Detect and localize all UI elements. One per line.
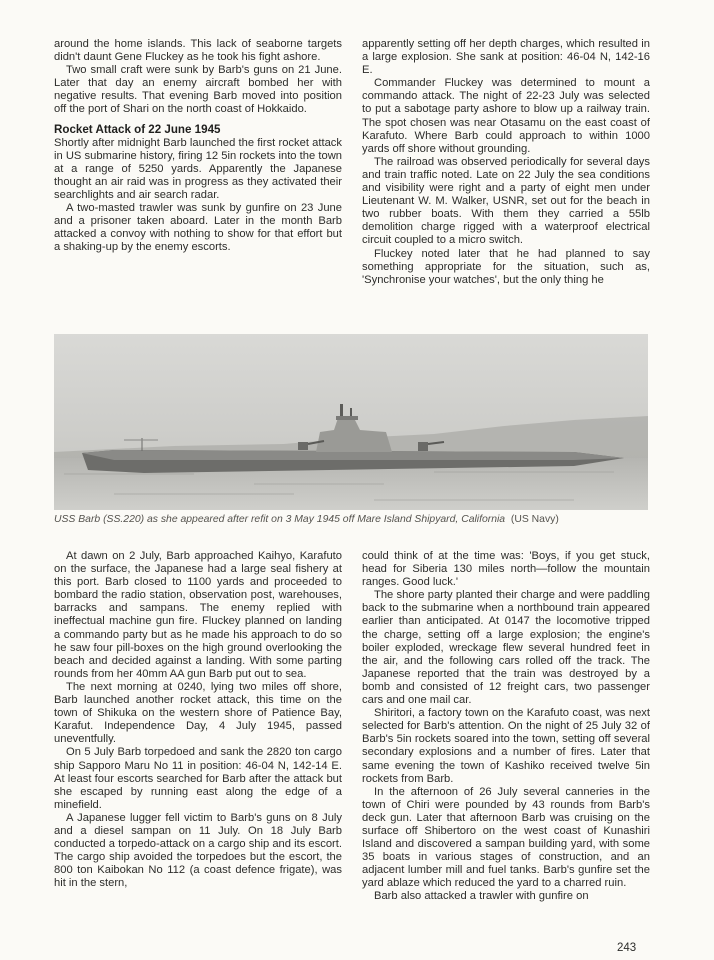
paragraph: Shiritori, a factory town on the Karafuto coast, was next selected for Barb's attention. On the night of 25 July 32 of Barb's 5in rockets soared into the town, setting off several secondary explosions and a number of fires. Later that same evening the town of Kashiko received twelve 5in rockets from Barb.: [362, 707, 650, 785]
paragraph: Shortly after midnight Barb launched the first rocket attack in US submarine history, firing 12 5in rockets into the town at a range of 5250 yards. Apparently the Japanese thought an air raid was in progress as they activated their searchlights and air search radar.: [54, 136, 342, 201]
paragraph: Two small craft were sunk by Barb's guns on 21 June. Later that day an enemy aircraft bombed her with negative results. That evening Barb moved into position off the port of Shari on the north coast of Hokkaido.: [54, 64, 342, 116]
paragraph: On 5 July Barb torpedoed and sank the 2820 ton cargo ship Sapporo Maru No 11 in position: 46-04 N, 142-14 E. At least four escorts searched for Barb after the attack but she escaped by running east along the edge of a minefield.: [54, 746, 342, 811]
paragraph: The shore party planted their charge and were paddling back to the submarine when a northbound train appeared earlier than anticipated. At 0147 the locomotive tripped the charge, setting off a large explosion; the engine's boiler exploded, wreckage flew several hundred feet in the air, and the following cars rolled off the track. The Japanese reported that the train was destroyed by a bomb and consisted of 12 freight cars, two passenger cars and one mail car.: [362, 589, 650, 707]
section-heading: Rocket Attack of 22 June 1945: [54, 122, 221, 136]
paragraph: The railroad was observed periodically for several days and train traffic noted. Late on 22 July the sea conditions and visibility were right and a party of eight men under Lieutenant W. M. Walker, USNR, set out for the beach in two rubber boats. With them they carried a 55lb demolition charge rigged with a waterproof electrical circuit coupled to a micro switch.: [362, 155, 650, 247]
paragraph: Commander Fluckey was determined to mount a commando attack. The night of 22-23 July was selected to put a sabotage party ashore to blow up a railway train. The spot chosen was near Otasamu on the east coast of Karafuto. Where Barb could approach to within 1000 yards off shore without grounding.: [362, 77, 650, 155]
paragraph: In the afternoon of 26 July several canneries in the town of Chiri were pounded by 43 rounds from Barb's deck gun. Later that afternoon Barb was cruising on the surface off Shibertoro on the west coast of Kunashiri Island and discovered a sampan building yard, with some 35 boats in various stages of construction, and an adjacent lumber mill and fuel tanks. Barb's gunfire set the yard ablaze which reduced the yard to a charred ruin.: [362, 785, 650, 890]
paragraph: apparently setting off her depth charges, which resulted in a large explosion. She sank at position: 46-04 N, 142-16 E.: [362, 38, 650, 77]
page-number: 243: [617, 942, 637, 954]
paragraph: Fluckey noted later that he had planned to say something appropriate for the situation, such as, 'Synchronise your watches', but the only thing he: [362, 247, 650, 286]
paragraph: The next morning at 0240, lying two miles off shore, Barb launched another rocket attack, this time on the town of Shikuka on the western shore of Patience Bay, Karafut. Independence Day, 4 July 1945, passed uneventfully.: [54, 680, 342, 746]
photo-caption: [54, 514, 650, 526]
paragraph: could think of at the time was: 'Boys, if you get stuck, head for Siberia 130 miles north—follow the mountain ranges. Good luck.': [362, 550, 650, 589]
paragraph: A Japanese lugger fell victim to Barb's guns on 8 July and a diesel sampan on 11 July. On 18 July Barb conducted a torpedo-attack on a cargo ship and its escort. The cargo ship avoided the torpedoes but the escort, the 800 ton Kaibokan No 112 (a coast defence frigate), was hit in the stern,: [54, 811, 342, 890]
paragraph: Barb also attacked a trawler with gunfire on: [374, 890, 589, 903]
paragraph: At dawn on 2 July, Barb approached Kaihyo, Karafuto on the surface, the Japanese had a large seal fishery at this port. Barb closed to 1100 yards and proceeded to bombard the radio station, observation post, warehouses, barracks and sampans. The enemy replied with ineffectual machine gun fire. Fluckey planned on landing a commando party but as he made his approach to do so he saw four pill-boxes on the high ground overlooking the beach and decided against a landing. With some parting rounds from her 40mm AA gun Barb put out to sea.: [54, 550, 342, 680]
paragraph: A two-masted trawler was sunk by gunfire on 23 June and a prisoner taken aboard. Later in the month Barb attacked a convoy with nothing to show for that effort but a shaking-up by the enemy escorts.: [54, 202, 342, 254]
column-top-left: [54, 38, 342, 254]
submarine-photo: [54, 334, 648, 510]
column-bottom-left: [54, 550, 342, 890]
column-top-right: [362, 38, 650, 287]
paragraph: around the home islands. This lack of seaborne targets didn't daunt Gene Fluckey as he took his fight ashore.: [54, 38, 342, 64]
caption-text: USS Barb (SS.220) as she appeared after refit on 3 May 1945 off Mare Island Shipyard, California: [54, 514, 506, 525]
column-bottom-right: [362, 550, 650, 904]
caption-credit: (US Navy): [510, 514, 559, 525]
